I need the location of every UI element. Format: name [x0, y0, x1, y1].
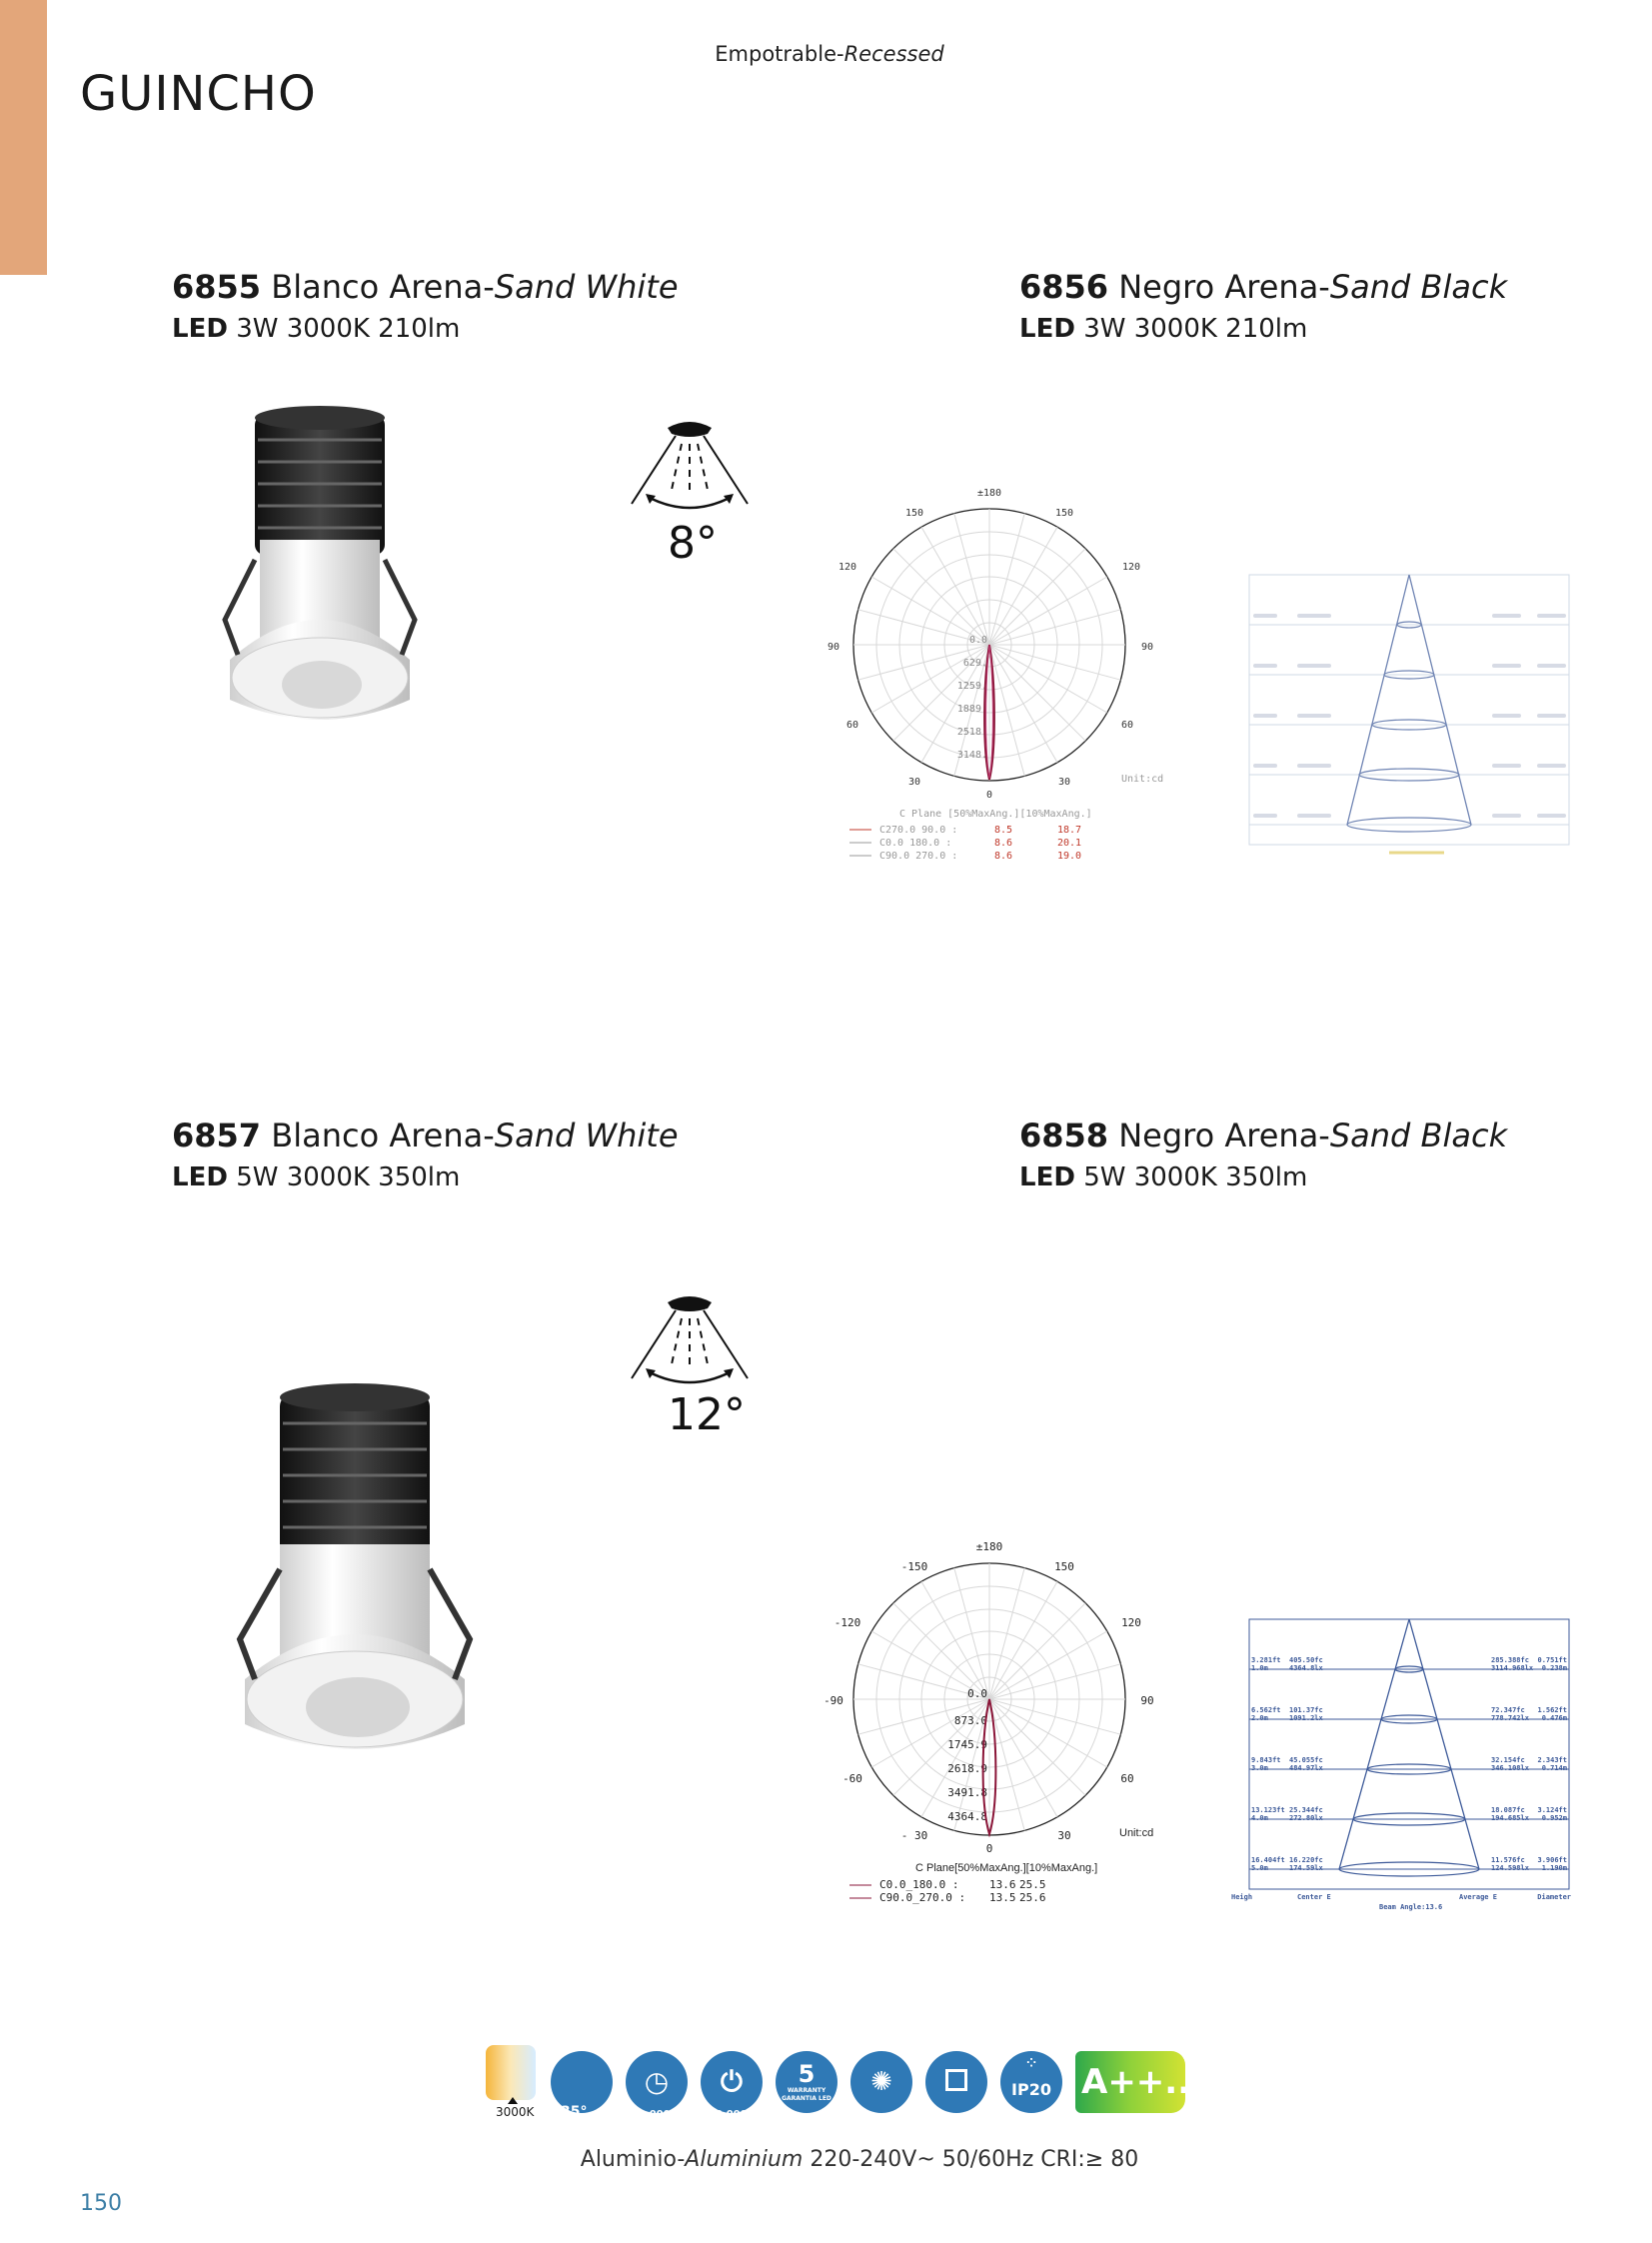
cone-cell: 13.123ft: [1251, 1806, 1285, 1814]
legend-value: 20.1: [1057, 838, 1082, 849]
polar-spoke: [989, 1699, 1107, 1767]
legend-header: C Plane [50%MaxAng.][10%MaxAng.]: [899, 809, 1092, 820]
product-6856: [1019, 268, 1507, 344]
angle-label: 0: [985, 1842, 993, 1855]
cone-cell: 0.952m: [1541, 1814, 1567, 1822]
cone-cell: 405.50fc: [1289, 1656, 1323, 1664]
product-spec: LED 5W 3000K 350lm: [172, 1162, 461, 1192]
cone-cell: 3114.968lx: [1491, 1664, 1534, 1672]
angle-label: 150: [904, 508, 924, 519]
ring-label: 3148.: [956, 750, 987, 761]
product-photo-3w: [210, 400, 430, 740]
cone-cell: 0.714m: [1541, 1764, 1567, 1772]
product-code-line: 6857 Blanco Arena-Sand White: [172, 1117, 679, 1154]
illuminance-cone-5w: [1219, 1614, 1589, 1914]
product-spec: LED 5W 3000K 350lm: [1019, 1162, 1308, 1192]
led-pattern-icon: ✺: [850, 2051, 912, 2113]
cone-cell: 2.0m: [1251, 1714, 1268, 1722]
legend-value: 25.5: [1019, 1878, 1046, 1891]
ip-rating-icon: ⁘ IP20: [1000, 2051, 1062, 2113]
section-tab: [0, 0, 47, 275]
polar-spoke: [893, 1603, 989, 1699]
cone-cell: 16.404ft: [1251, 1856, 1285, 1864]
angle-label: 120: [1121, 562, 1141, 573]
product-6855: [172, 268, 679, 344]
angle-label: 0: [985, 790, 993, 801]
cone-cell: 1.562ft: [1537, 1706, 1567, 1714]
angle-label: 90: [1140, 1694, 1154, 1707]
ring-label: 3491.8: [947, 1786, 987, 1799]
product-code-line: 6855 Blanco Arena-Sand White: [172, 268, 679, 306]
cone-cell: 484.97lx: [1289, 1764, 1323, 1772]
polar-spoke: [871, 645, 989, 713]
cone-cell: 0.238m: [1541, 1664, 1567, 1672]
legend-value: 19.0: [1057, 851, 1082, 862]
cone-cell: 194.685lx: [1491, 1814, 1529, 1822]
legend-value: 8.6: [994, 851, 1013, 862]
cct-label: 3000K: [496, 2105, 535, 2119]
lifetime-icon: ◷ 30.000 h: [626, 2051, 688, 2113]
cone-foot-height: Heigh: [1231, 1893, 1253, 1901]
on-off-cycles-icon: ⏻ 30.000: [701, 2051, 763, 2113]
legend-value: 25.6: [1019, 1891, 1046, 1904]
beam-icon: 35°: [551, 2051, 613, 2113]
cone-cell: 5.0m: [1251, 1864, 1268, 1872]
angle-label: - 30: [900, 1829, 928, 1842]
cone-cell: 4.0m: [1251, 1814, 1268, 1822]
ring-label: 2518.: [956, 727, 987, 738]
page-title: GUINCHO: [80, 66, 317, 122]
cone-cell: 6.562ft: [1251, 1706, 1281, 1714]
polar-spoke: [989, 1581, 1057, 1699]
page-number: 150: [80, 2191, 122, 2216]
legend-value: 18.7: [1057, 825, 1082, 836]
product-code-line: 6858 Negro Arena-Sand Black: [1019, 1117, 1508, 1154]
ring-label: 2618.9: [947, 1762, 987, 1775]
cone-cell: 101.37fc: [1289, 1706, 1323, 1714]
illuminance-cone-3w: [1239, 570, 1579, 860]
angle-label: -150: [900, 1560, 928, 1573]
ring-label: 1259.: [956, 681, 987, 692]
cone-cell: 4364.8lx: [1289, 1664, 1323, 1672]
cone-cell: 0.751ft: [1537, 1656, 1567, 1664]
cone-cell: 72.347fc: [1491, 1706, 1525, 1714]
cone-cell: 272.80lx: [1289, 1814, 1323, 1822]
unit-label: Unit:cd: [1121, 774, 1164, 785]
angle-label: 30: [1057, 777, 1071, 788]
polar-spoke: [921, 1581, 989, 1699]
polar-spoke: [989, 577, 1107, 645]
cone-cell: 124.598lx: [1491, 1864, 1529, 1872]
product-spec: LED 3W 3000K 210lm: [172, 314, 461, 344]
ring-label: 629.: [962, 658, 987, 669]
category-label: Empotrable-Recessed: [715, 42, 944, 66]
cone-cell: 1.0m: [1251, 1664, 1268, 1672]
polar-spoke: [989, 1631, 1107, 1699]
beam-angle-value: 12°: [668, 1389, 746, 1440]
angle-label: 90: [826, 642, 840, 653]
angle-label: ±180: [976, 488, 1002, 499]
cone-foot-diameter: Diameter: [1537, 1893, 1571, 1901]
angle-label: -90: [824, 1694, 843, 1707]
legend-plane: C0.0 180.0 :: [879, 838, 952, 849]
legend-value: 8.5: [994, 825, 1013, 836]
cone-cell: 3.906ft: [1537, 1856, 1567, 1864]
ring-label: 4364.8: [947, 1810, 987, 1823]
angle-label: 30: [1057, 1829, 1071, 1842]
feature-icons: [486, 2045, 1230, 2135]
cct-icon: [486, 2045, 536, 2100]
beam-angle-icon: [620, 410, 760, 520]
cone-cell: 285.388fc: [1491, 1656, 1529, 1664]
angle-label: 30: [907, 777, 921, 788]
polar-spoke: [989, 527, 1057, 645]
legend-plane: C90.0 270.0 :: [879, 851, 958, 862]
insulation-class-icon: [925, 2051, 987, 2113]
angle-label: 60: [845, 720, 859, 731]
polar-spoke: [989, 645, 1085, 741]
angle-label: 60: [1120, 720, 1134, 731]
cone-cell: 25.344fc: [1289, 1806, 1323, 1814]
ring-label: 873.0: [953, 1714, 987, 1727]
polar-spoke: [989, 1699, 1057, 1817]
cone-cell: 1091.2lx: [1289, 1714, 1323, 1722]
polar-spoke: [989, 1699, 1085, 1795]
cone-cell: 18.087fc: [1491, 1806, 1525, 1814]
legend-value: 13.6: [989, 1878, 1016, 1891]
caret-up-icon: [508, 2097, 518, 2104]
cone-cell: 3.0m: [1251, 1764, 1268, 1772]
polar-spoke: [989, 1603, 1085, 1699]
energy-class-label: A++...A: [1075, 2051, 1185, 2113]
legend-value: 13.5: [989, 1891, 1016, 1904]
cone-cell: 45.055fc: [1289, 1756, 1323, 1764]
legend-plane: C0.0_180.0 :: [879, 1878, 959, 1891]
polar-spoke: [989, 645, 1107, 713]
cone-cell: 174.59lx: [1289, 1864, 1323, 1872]
product-spec: LED 3W 3000K 210lm: [1019, 314, 1308, 344]
angle-label: 120: [1121, 1616, 1141, 1629]
polar-diagram-3w: [820, 480, 1179, 870]
ring-label: 1745.9: [947, 1738, 987, 1751]
cone-cell: 778.742lx: [1491, 1714, 1529, 1722]
angle-label: 150: [1054, 508, 1074, 519]
ring-label: 1889.: [956, 704, 987, 715]
polar-spoke: [921, 527, 989, 645]
product-6857: [172, 1117, 679, 1192]
product-code-line: 6856 Negro Arena-Sand Black: [1019, 268, 1508, 306]
polar-diagram-5w: [820, 1534, 1179, 1924]
beam-angle-value: 8°: [668, 518, 718, 569]
cone-cell: 11.576fc: [1491, 1856, 1525, 1864]
cone-cell: 3.281ft: [1251, 1656, 1281, 1664]
polar-spoke: [989, 645, 1057, 763]
angle-label: 120: [837, 562, 857, 573]
cone-cell: 3.124ft: [1537, 1806, 1567, 1814]
cone-cell: 32.154fc: [1491, 1756, 1525, 1764]
ring-label: 0.0: [967, 1687, 987, 1700]
cone-cell: 1.190m: [1541, 1864, 1567, 1872]
polar-spoke: [871, 1699, 989, 1767]
legend-header: C Plane[50%MaxAng.][10%MaxAng.]: [915, 1862, 1098, 1874]
polar-spoke: [989, 549, 1085, 645]
angle-label: 150: [1054, 1560, 1074, 1573]
cone-cell: 0.476m: [1541, 1714, 1567, 1722]
cone-cell: 346.108lx: [1491, 1764, 1529, 1772]
cone-cell: 2.343ft: [1537, 1756, 1567, 1764]
cone-cell: 16.220fc: [1289, 1856, 1323, 1864]
angle-label: -120: [833, 1616, 861, 1629]
legend-plane: C90.0_270.0 :: [879, 1891, 966, 1904]
legend-value: 8.6: [994, 838, 1013, 849]
warranty-icon: 5 WARRANTY GARANTIA LED: [776, 2051, 837, 2113]
unit-label: Unit:cd: [1119, 1827, 1154, 1839]
ring-label: 0.0: [968, 635, 987, 646]
angle-label: -60: [842, 1772, 862, 1785]
polar-spoke: [893, 549, 989, 645]
legend-plane: C270.0 90.0 :: [879, 825, 958, 836]
angle-label: 60: [1120, 1772, 1134, 1785]
cone-cell: 9.843ft: [1251, 1756, 1281, 1764]
angle-label: ±180: [975, 1540, 1003, 1553]
cone-foot-beam: Beam Angle:13.6: [1379, 1903, 1443, 1911]
product-photo-5w: [220, 1379, 490, 1779]
angle-label: 90: [1140, 642, 1154, 653]
product-6858: [1019, 1117, 1507, 1192]
footer-specs: Aluminio-Aluminium 220-240V~ 50/60Hz CRI:≥ 80: [580, 2147, 1139, 2172]
cone-foot-center: Center E: [1297, 1893, 1331, 1901]
cone-foot-average: Average E: [1459, 1893, 1497, 1901]
beam-angle-icon: [620, 1284, 760, 1394]
